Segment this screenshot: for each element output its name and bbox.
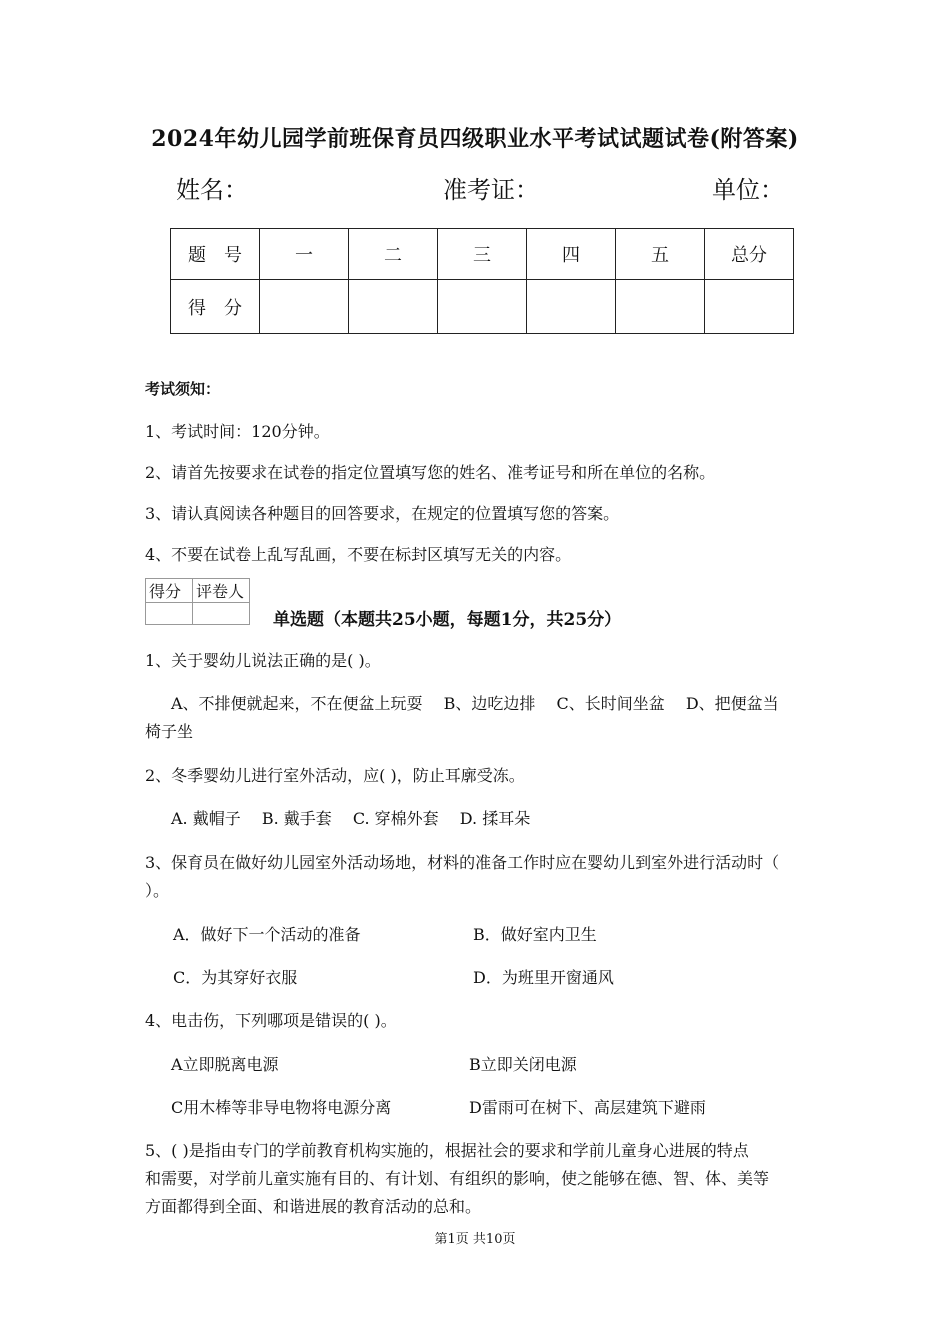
question-3-option-d: D．为班里开窗通风 (473, 968, 614, 987)
grader-name-cell[interactable] (193, 603, 250, 625)
score-header-cell: 一 (260, 229, 349, 280)
grader-table (145, 578, 250, 625)
question-3-stem-cont: ）。 (145, 881, 170, 900)
score-table-header-row (171, 229, 794, 280)
question-4-option-d: D雷雨可在树下、高层建筑下避雨 (469, 1098, 706, 1117)
score-cell[interactable] (527, 280, 616, 334)
page-number-footer: 第1页 共10页 (434, 1232, 516, 1247)
question-1-stem: 1、关于婴幼儿说法正确的是( )。 (145, 651, 381, 670)
score-table (170, 228, 794, 334)
grader-name-label: 评卷人 (193, 579, 250, 603)
question-5-stem: 5、( )是指由专门的学前教育机构实施的，根据社会的要求和学前儿童身心进展的特点 (145, 1141, 749, 1160)
notice-item: 1、考试时间：120分钟。 (145, 422, 330, 441)
score-header-cell: 五 (616, 229, 705, 280)
question-4-option-a: A立即脱离电源 (171, 1055, 279, 1074)
notice-item: 2、请首先按要求在试卷的指定位置填写您的姓名、准考证号和所在单位的名称。 (145, 463, 716, 482)
score-row-label: 得 分 (171, 280, 260, 334)
score-header-cell: 二 (349, 229, 438, 280)
score-cell[interactable] (438, 280, 527, 334)
question-4-stem: 4、电击伤，下列哪项是错误的( )。 (145, 1011, 397, 1030)
score-header-cell: 三 (438, 229, 527, 280)
notice-item: 4、不要在试卷上乱写乱画，不要在标封区填写无关的内容。 (145, 545, 572, 564)
question-4-option-b: B立即关闭电源 (469, 1055, 577, 1074)
document-title: 2024年幼儿园学前班保育员四级职业水平考试试题试卷(附答案) (151, 126, 799, 152)
grader-score-label: 得分 (146, 579, 193, 603)
question-3-option-b: B．做好室内卫生 (473, 925, 597, 944)
score-cell[interactable] (349, 280, 438, 334)
question-3-stem: 3、保育员在做好幼儿园室外活动场地，材料的准备工作时应在婴幼儿到室外进行活动时（ (145, 853, 780, 872)
question-5-stem-cont: 和需要，对学前儿童实施有目的、有计划、有组织的影响，使之能够在德、智、体、美等 (145, 1169, 770, 1188)
score-cell[interactable] (260, 280, 349, 334)
notice-item: 3、请认真阅读各种题目的回答要求，在规定的位置填写您的答案。 (145, 504, 620, 523)
section-title: 单选题（本题共25小题，每题1分，共25分） (273, 610, 622, 630)
score-header-cell: 题 号 (171, 229, 260, 280)
question-5-stem-cont: 方面都得到全面、和谐进展的教育活动的总和。 (145, 1197, 482, 1216)
exam-id-label: 准考证： (443, 176, 539, 204)
score-cell[interactable] (705, 280, 794, 334)
question-1-options-cont: 椅子坐 (145, 722, 194, 741)
notice-heading: 考试须知： (145, 380, 221, 398)
question-2-stem: 2、冬季婴幼儿进行室外活动，应( )，防止耳廓受冻。 (145, 766, 525, 785)
question-2-options: A. 戴帽子 B. 戴手套 C. 穿棉外套 D. 揉耳朵 (171, 809, 531, 828)
score-table-score-row (171, 280, 794, 334)
score-header-cell: 总分 (705, 229, 794, 280)
question-3-option-c: C．为其穿好衣服 (173, 968, 298, 987)
score-header-cell: 四 (527, 229, 616, 280)
score-cell[interactable] (616, 280, 705, 334)
question-1-options: A、不排便就起来，不在便盆上玩耍 B、边吃边排 C、长时间坐盆 D、把便盆当 (171, 694, 779, 713)
question-4-option-c: C用木棒等非导电物将电源分离 (171, 1098, 392, 1117)
name-label: 姓名： (176, 176, 248, 204)
unit-label: 单位： (712, 176, 784, 204)
grader-score-cell[interactable] (146, 603, 193, 625)
question-3-option-a: A．做好下一个活动的准备 (173, 925, 361, 944)
